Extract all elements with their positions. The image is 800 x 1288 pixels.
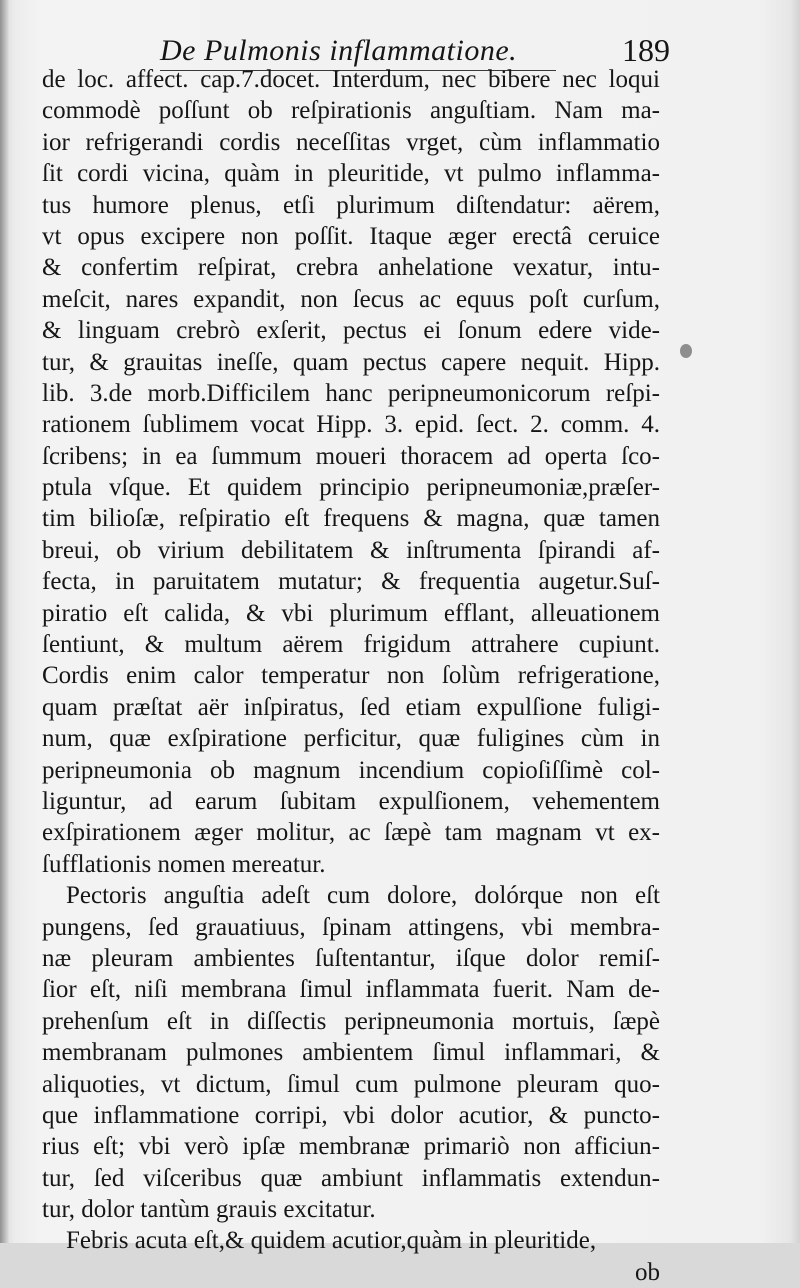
text-line: ptula vſque. Et quidem principio peripneumoniæ,præſer- [42, 474, 660, 502]
text-line: commodè poſſunt ob reſpirationis anguſtiam. Nam ma- [42, 97, 660, 125]
text-line: membranam pulmones ambientem ſimul inflammari, & [42, 1039, 660, 1067]
text-line: aliquoties, vt dictum, ſimul cum pulmone pleuram quo- [42, 1070, 660, 1098]
text-line: lib. 3.de morb.Difficilem hanc peripneumonicorum reſpi- [42, 379, 660, 407]
text-line: tur, dolor tantùm grauis excitatur. [42, 1196, 376, 1224]
text-line: de loc. affect. cap.7.docet. Interdum, nec bibere nec loqui [42, 66, 660, 93]
catchword: ob [635, 1258, 660, 1286]
text-line: ſentiunt, & multum aërem frigidum attrahere cupiunt. [42, 631, 660, 659]
text-line: & confertim reſpirat, crebra anhelatione vexatur, intu- [42, 254, 660, 282]
text-line: vt opus excipere non poſſit. Itaque æger erectâ ceruice [42, 222, 660, 250]
text-line: ſior eſt, niſi membrana ſimul inflammata fuerit. Nam de- [42, 976, 660, 1004]
text-line: rationem ſublimem vocat Hipp. 3. epid. ſect. 2. comm. 4. [42, 411, 660, 439]
ink-smudge [680, 344, 692, 358]
text-line: næ pleuram ambientes ſuſtentantur, iſque dolor remiſ- [42, 944, 660, 972]
text-line: Pectoris anguſtia adeſt cum dolore, dolórque non eſt [66, 882, 660, 910]
text-line: prehenſum eſt in diſſectis peripneumonia mortuis, ſæpè [42, 1007, 660, 1035]
text-line: fecta, in paruitatem mutatur; & frequentia augetur.Suſ- [42, 568, 660, 596]
text-line: breui, ob virium debilitatem & inſtrumenta ſpirandi af- [42, 536, 660, 564]
running-head-title: De Pulmonis inflammatione. [160, 34, 518, 67]
text-line: rius eſt; vbi verò ipſæ membranæ primariò non afficiun- [42, 1133, 660, 1161]
text-line: Febris acuta eſt,& quidem acutior,quàm in pleuritide, [66, 1227, 597, 1255]
page-number: 189 [622, 32, 670, 68]
text-line: peripneumonia ob magnum incendium copioſiſſimè col- [42, 756, 660, 784]
text-line: piratio eſt calida, & vbi plurimum efflant, alleuationem [42, 599, 660, 627]
text-line: tur, ſed viſceribus quæ ambiunt inflammatis extendun- [42, 1164, 660, 1192]
text-line: num, quæ exſpiratione perficitur, quæ fuligines cùm in [42, 725, 660, 753]
text-line: ſcribens; in ea ſummum moueri thoracem ad operta ſco- [42, 442, 660, 470]
text-line: meſcit, nares expandit, non ſecus ac equus poſt curſum, [42, 285, 660, 313]
text-line: & linguam crebrò exſerit, pectus ei ſonum edere vide- [42, 317, 660, 345]
text-line: ior refrigerandi cordis neceſſitas vrget, cùm inflammatio [42, 128, 660, 156]
text-line: tim bilioſæ, reſpiratio eſt frequens & magna, quæ tamen [42, 505, 660, 533]
paragraphs [42, 64, 660, 1257]
text-line: tus humore plenus, etſi plurimum diſtendatur: aërem, [42, 191, 660, 219]
text-line: ſit cordi vicina, quàm in pleuritide, vt pulmo inflamma- [42, 160, 660, 188]
text-line: que inflammatione corripi, vbi dolor acutior, & puncto- [42, 1101, 660, 1129]
text-line: liguntur, ad earum ſubitam expulſionem, vehementem [42, 787, 660, 815]
text-line: pungens, ſed grauatiuus, ſpinam attingens, vbi membra- [42, 913, 660, 941]
body-text [42, 64, 660, 1288]
gutter-shadow [0, 0, 10, 1243]
text-line: tur, & grauitas ineſſe, quam pectus capere nequit. Hipp. [42, 348, 660, 376]
text-line: Cordis enim calor temperatur non ſolùm refrigeratione, [42, 662, 660, 690]
text-line: exſpirationem æger molitur, ac ſæpè tam magnam vt ex- [42, 819, 660, 847]
text-line: ſufflationis nomen mereatur. [42, 850, 326, 878]
text-line: quam præſtat aër inſpiratus, ſed etiam expulſione fuligi- [42, 693, 660, 721]
